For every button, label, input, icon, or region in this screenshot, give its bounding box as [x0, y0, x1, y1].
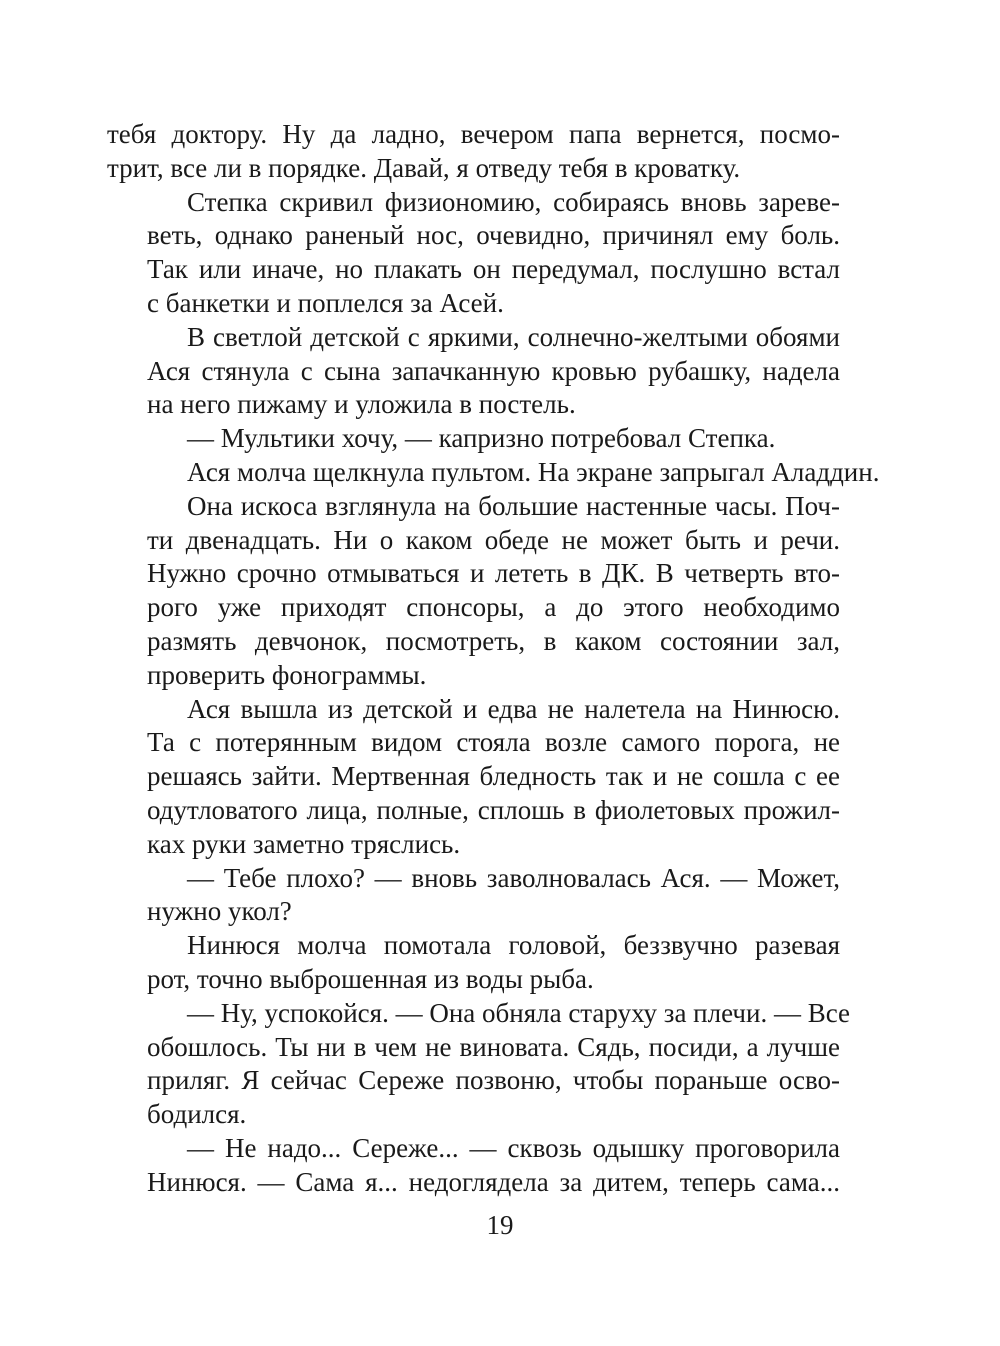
- paragraph: [107, 321, 840, 422]
- text-line: рот, точно выброшенная из воды рыба.: [147, 963, 594, 994]
- paragraph: [107, 422, 840, 456]
- paragraph: [107, 186, 840, 321]
- text-line: — Не надо... Сереже... — сквозь одышку проговорила: [187, 1132, 840, 1163]
- text-line: размять девчонок, посмотреть, в каком состоянии зал,: [147, 625, 840, 656]
- text-line: Ася молча щелкнула пультом. На экране запрыгал Аладдин.: [187, 456, 880, 487]
- text-line: Она искоса взглянула на большие настенные часы. Поч-: [187, 490, 840, 521]
- paragraph: [107, 118, 840, 186]
- text-line: — Ну, успокойся. — Она обняла старуху за плечи. — Все: [187, 997, 851, 1028]
- text-line: Ася вышла из детской и едва не налетела на Нинюсю.: [187, 693, 840, 724]
- text-line: трит, все ли в порядке. Давай, я отведу тебя в кроватку.: [107, 152, 741, 183]
- text-line: веть, однако раненый нос, очевидно, причинял ему боль.: [147, 220, 840, 251]
- text-line: проверить фонограммы.: [147, 659, 427, 690]
- text-line: Нинюся. — Сама я... недоглядела за дитем, теперь сама...: [147, 1166, 840, 1197]
- text-line: нужно укол?: [147, 896, 292, 927]
- text-line: — Тебе плохо? — вновь заволновалась Ася. — Может,: [187, 862, 840, 893]
- page-number: 19: [486, 1210, 514, 1240]
- text-line: одутловатого лица, полные, сплошь в фиолетовых прожил-: [147, 794, 840, 825]
- paragraph: [107, 490, 840, 693]
- text-line: Та с потерянным видом стояла возле самого порога, не: [147, 727, 840, 758]
- text-line: приляг. Я сейчас Сереже позвоню, чтобы пораньше осво-: [147, 1065, 840, 1096]
- text-line: Нужно срочно отмываться и лететь в ДК. В четверть вто-: [147, 558, 840, 589]
- paragraph: [107, 456, 880, 490]
- text-line: В светлой детской с яркими, солнечно-желтыми обоями: [187, 321, 840, 352]
- paragraph: [107, 693, 840, 862]
- text-line: тебя доктору. Ну да ладно, вечером папа вернется, посмо-: [107, 119, 840, 149]
- text-line: бодился.: [147, 1099, 247, 1130]
- text-line: обошлось. Ты ни в чем не виновата. Сядь, посиди, а лучше: [147, 1031, 840, 1062]
- text-line: Нинюся молча помотала головой, беззвучно разевая: [187, 930, 840, 961]
- text-line: решаясь зайти. Мертвенная бледность так и не сошла с ее: [147, 761, 840, 792]
- text-line: рого уже приходят спонсоры, а до этого необходимо: [147, 592, 840, 623]
- text-line: ти двенадцать. Ни о каком обеде не может быть и речи.: [147, 524, 840, 555]
- paragraph: [107, 862, 840, 930]
- paragraph: [107, 929, 840, 997]
- text-line: на него пижаму и уложила в постель.: [147, 389, 576, 420]
- paragraph: [107, 1132, 840, 1200]
- text-line: Степка скривил физиономию, собираясь вновь зареве-: [187, 186, 840, 217]
- text-line: — Мультики хочу, — капризно потребовал Степка.: [187, 423, 776, 454]
- text-line: Так или иначе, но плакать он передумал, послушно встал: [147, 254, 840, 285]
- paragraph: [107, 997, 851, 1132]
- text-line: Ася стянула с сына запачканную кровью рубашку, надела: [147, 355, 840, 386]
- text-line: ках руки заметно тряслись.: [147, 828, 461, 859]
- text-line: с банкетки и поплелся за Асей.: [147, 287, 504, 318]
- body-text: [107, 118, 880, 1200]
